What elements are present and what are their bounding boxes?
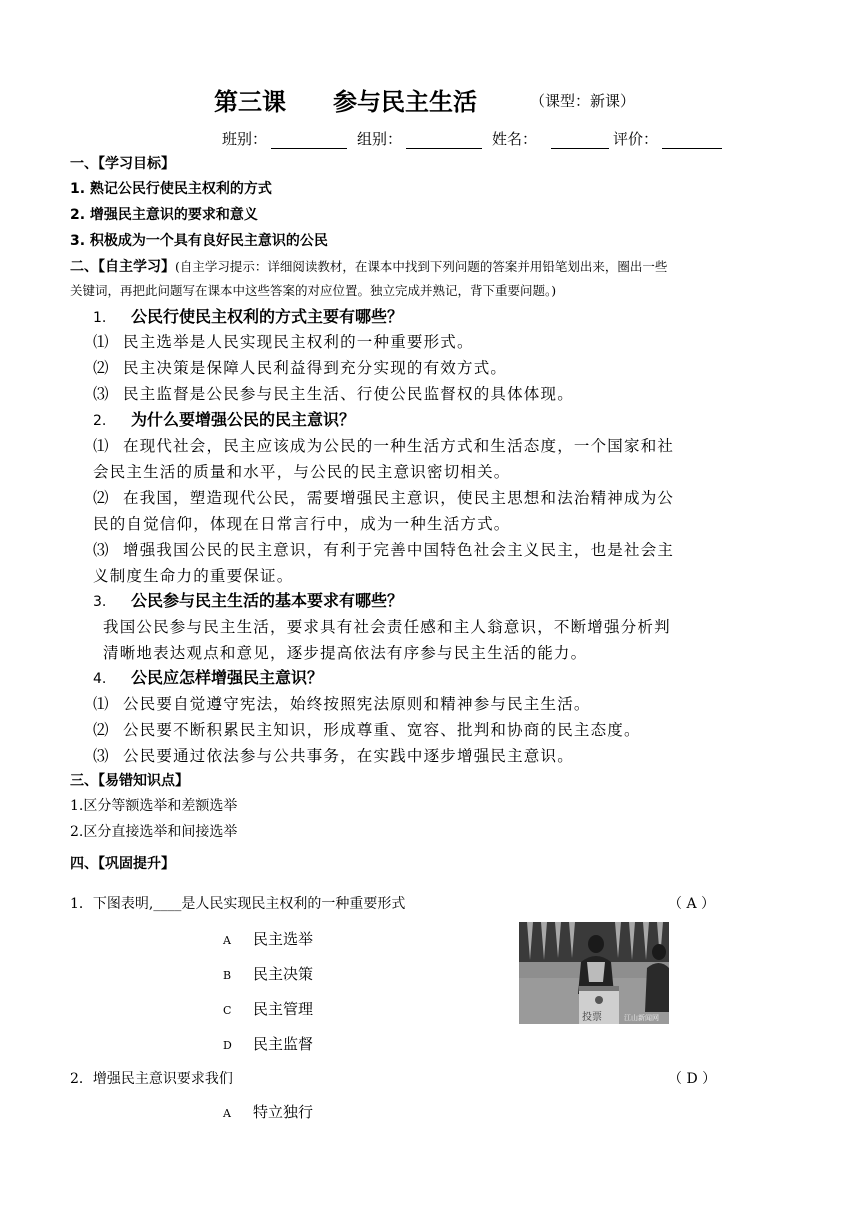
study-hint-continued: 关键词，再把此问题写在课本中这些答案的对应位置。独立完成并熟记，背下重要问题。)	[70, 283, 557, 298]
answer-bracket: （ D ）	[668, 1071, 717, 1087]
answer-bracket: （ A ）	[668, 896, 716, 912]
answer-line: ⑴ 在现代社会，民主应该成为公民的一种生活方式和生活态度，一个国家和社	[93, 437, 675, 455]
question-stem: 2．增强民主意识要求我们	[70, 1071, 233, 1087]
answer-line: 清晰地表达观点和意见，逐步提高依法有序参与民主生活的能力。	[103, 644, 588, 662]
ballot-box-label: 投票	[582, 1012, 602, 1023]
section-heading-pitfalls: 三、【易错知识点】	[70, 773, 189, 789]
eval-label: 评价：	[613, 130, 659, 148]
question-heading: 2. 为什么要增强公民的民主意识？	[93, 410, 356, 429]
answer-line: ⑴ 民主选举是人民实现民主权利的一种重要形式。	[93, 333, 474, 351]
study-hint: (自主学习提示：详细阅读教材，在课本中找到下列问题的答案并用铅笔划出来，圈出一些	[175, 259, 668, 274]
answer-line: 我国公民参与民主生活，要求具有社会责任感和主人翁意识，不断增强分析判	[103, 618, 671, 636]
self-study-heading-line	[70, 256, 667, 276]
eval-blank[interactable]	[662, 132, 722, 149]
option-b[interactable]: B 民主决策	[223, 965, 314, 983]
answer-line: ⑴ 公民要自觉遵守宪法，始终按照宪法原则和精神参与民主生活。	[93, 695, 591, 713]
goal-item: 2. 增强民主意识的要求和意义	[70, 207, 258, 223]
option-d[interactable]: D 民主监督	[223, 1035, 314, 1053]
option-a[interactable]: A 特立独行	[223, 1103, 314, 1121]
name-blank[interactable]	[551, 132, 609, 149]
question-heading: 3. 公民参与民主生活的基本要求有哪些？	[93, 591, 404, 610]
section-heading-goals: 一、【学习目标】	[70, 156, 175, 172]
class-blank[interactable]	[271, 132, 347, 149]
answer-line: ⑵ 民主决策是保障人民利益得到充分实现的有效方式。	[93, 359, 508, 377]
section-heading-self-study: 二、【自主学习】	[70, 259, 175, 275]
goal-item: 1. 熟记公民行使民主权利的方式	[70, 181, 272, 197]
pitfall-item: 2.区分直接选举和间接选举	[70, 824, 238, 840]
goal-item: 3. 积极成为一个具有良好民主意识的公民	[70, 233, 328, 249]
pitfall-item: 1.区分等额选举和差额选举	[70, 798, 238, 814]
course-type: （课型：新课）	[530, 92, 636, 110]
section-heading-practice: 四、【巩固提升】	[70, 856, 175, 872]
group-label: 组别：	[357, 130, 403, 148]
answer-line: ⑶ 公民要通过依法参与公共事务，在实践中逐步增强民主意识。	[93, 747, 574, 765]
answer-line: ⑶ 民主监督是公民参与民主生活、行使公民监督权的具体体现。	[93, 385, 574, 403]
answer-line: 民的自觉信仰，体现在日常言行中，成为一种生活方式。	[93, 515, 511, 533]
question-heading: 1. 公民行使民主权利的方式主要有哪些？	[93, 307, 404, 326]
voting-photo	[519, 922, 669, 1024]
option-c[interactable]: C 民主管理	[223, 1000, 314, 1018]
class-label: 班别：	[222, 130, 268, 148]
option-a[interactable]: A 民主选举	[223, 930, 314, 948]
lesson-number: 第三课	[214, 88, 286, 116]
lesson-title: 参与民主生活	[333, 88, 477, 116]
answer-line: 会民主生活的质量和水平，与公民的民主意识密切相关。	[93, 463, 511, 481]
student-info-line	[222, 128, 726, 149]
answer-line: ⑵ 公民要不断积累民主知识，形成尊重、宽容、批判和协商的民主态度。	[93, 721, 641, 739]
answer-line: 义制度生命力的重要保证。	[93, 567, 294, 585]
answer-line: ⑶ 增强我国公民的民主意识，有利于完善中国特色社会主义民主，也是社会主	[93, 541, 675, 559]
group-blank[interactable]	[406, 132, 482, 149]
question-stem: 1．下图表明,____是人民实现民主权利的一种重要形式	[70, 896, 406, 912]
photo-watermark: 江山新闻网	[624, 1014, 659, 1022]
name-label: 姓名：	[492, 130, 538, 148]
question-heading: 4. 公民应怎样增强民主意识？	[93, 668, 324, 687]
answer-line: ⑵ 在我国，塑造现代公民，需要增强民主意识，使民主思想和法治精神成为公	[93, 489, 675, 507]
